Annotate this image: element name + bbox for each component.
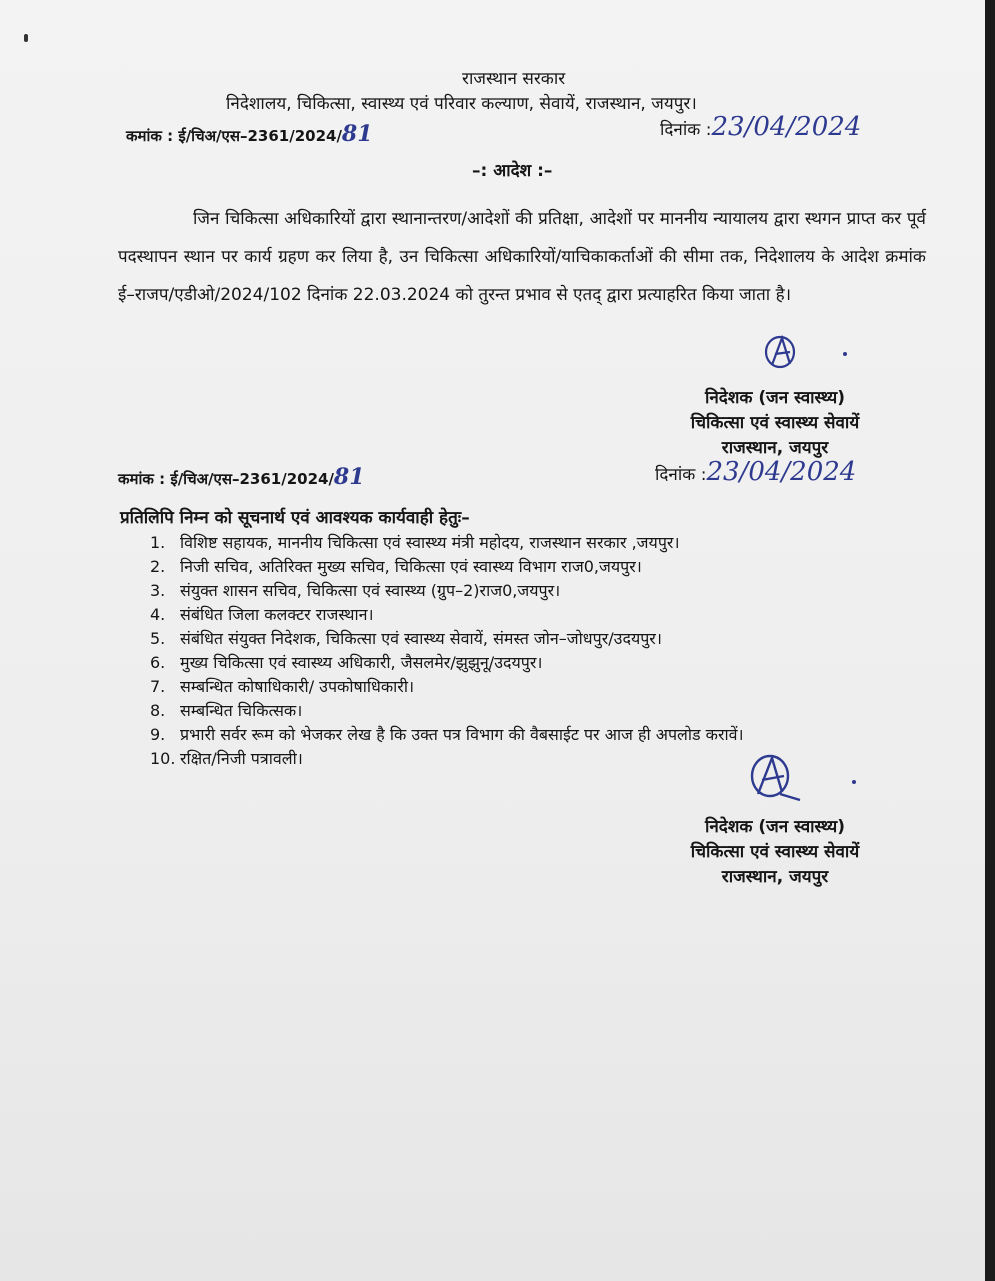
initials-signature-mark [742,750,862,810]
list-item: 6. मुख्य चिकित्सा एवं स्वास्थ्य अधिकारी, जैसलमेर/झुझुनू/उदयपुर। [150,653,543,672]
initials-signature-mark [760,330,850,380]
signature-block: निदेशक (जन स्वास्थ्य) चिकित्सा एवं स्वास्थ्य सेवायें राजस्थान, जयपुर [690,817,860,887]
list-item: 4. संबंधित जिला कलक्टर राजस्थान। [150,605,374,624]
reference-number: कमांक : ई/चिअ/एस–2361/2024/81 [126,121,373,147]
list-item: 3. संयुक्त शासन सचिव, चिकित्सा एवं स्वास्थ्य (ग्रुप–2)राज0,जयपुर। [150,581,561,600]
list-item: 9. प्रभारी सर्वर रूम को भेजकर लेख है कि उक्त पत्र विभाग की वैबसाईट पर आज ही अपलोड करावें। [150,725,744,744]
copy-recipient-list [150,531,940,771]
ink-speck [24,34,28,42]
signature-block: निदेशक (जन स्वास्थ्य) चिकित्सा एवं स्वास्थ्य सेवायें राजस्थान, जयपुर [690,388,860,458]
handwritten-reference-suffix: 81 [333,464,365,490]
reference-date: दिनांक :23/04/2024 [660,112,862,142]
handwritten-reference-suffix: 81 [341,121,373,147]
order-body: जिन चिकित्सा अधिकारियों द्वारा स्थानान्तरण/आदेशों की प्रतिक्षा, आदेशों पर माननीय न्यायालय द्वारा स्थगन प्राप्त कर पूर्व पदस्थापन स्थान पर कार्य ग्रहण कर लिया है, उन चिकित्सा अधिकारियों/याचिकाकर्ताओं की सीमा तक, निदेशालय के आदेश क्रमांक ई–राजप/एडीओ/2024/102 दिनांक 22.03.2024 को तुरन्त प्रभाव से एतद् द्वारा प्रत्याहरित किया जाता है। [118,209,926,305]
header-government: राजस्थान सरकार [462,69,566,89]
list-item: 8. सम्बन्धित चिकित्सक। [150,701,303,720]
handwritten-date: 23/04/2024 [711,112,862,142]
list-item: 10. रक्षित/निजी पत्रावली। [150,749,303,768]
header-directorate: निदेशालय, चिकित्सा, स्वास्थ्य एवं परिवार कल्याण, सेवायें, राजस्थान, जयपुर। [226,94,697,114]
list-item: 2. निजी सचिव, अतिरिक्त मुख्य सचिव, चिकित्सा एवं स्वास्थ्य विभाग राज0,जयपुर। [150,557,642,576]
list-item: 5. संबंधित संयुक्त निदेशक, चिकित्सा एवं स्वास्थ्य सेवायें, संमस्त जोन–जोधपुर/उदयपुर। [150,629,662,648]
list-item: 1. विशिष्ट सहायक, माननीय चिकित्सा एवं स्वास्थ्य मंत्री महोदय, राजस्थान सरकार ,जयपुर। [150,533,680,552]
copy-to-heading: प्रतिलिपि निम्न को सूचनार्थ एवं आवश्यक कार्यवाही हेतुः– [120,508,470,528]
handwritten-date: 23/04/2024 [706,457,857,487]
copy-reference-number: कमांक : ई/चिअ/एस–2361/2024/81 [118,464,365,490]
order-title: –: आदेश :– [472,161,553,181]
list-item: 7. सम्बन्धित कोषाधिकारी/ उपकोषाधिकारी। [150,677,415,696]
copy-reference-date: दिनांक :23/04/2024 [655,457,857,487]
